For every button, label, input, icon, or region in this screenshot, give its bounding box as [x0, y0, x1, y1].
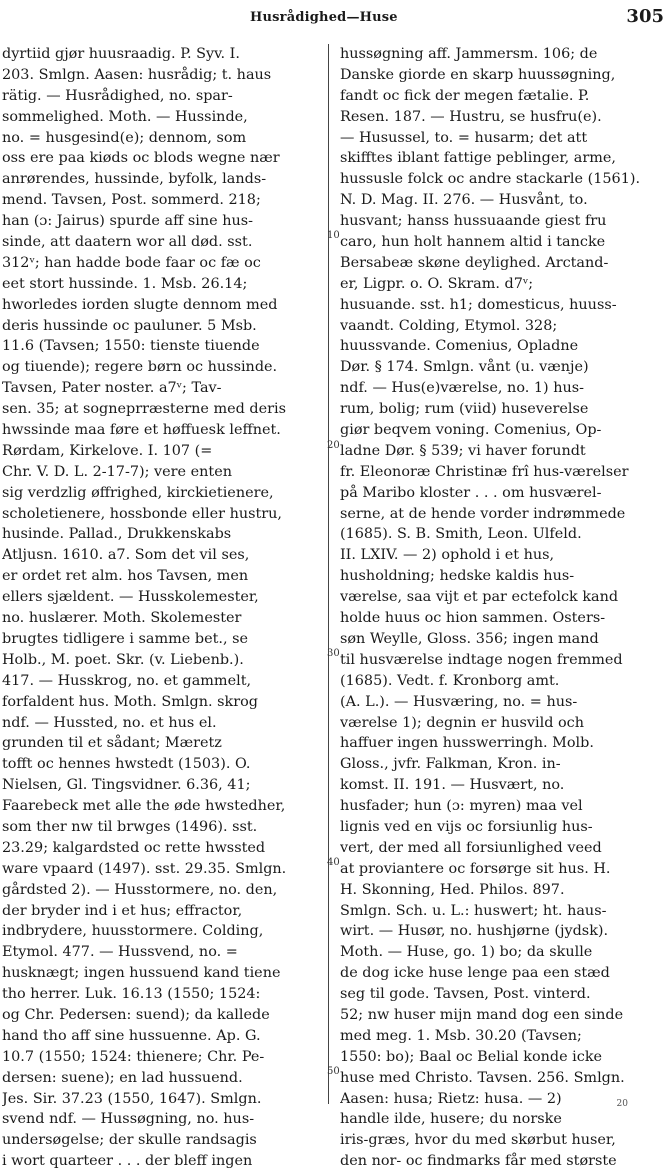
right-column-line: II. LXIV. — 2) ophold i et hus,	[340, 547, 555, 564]
left-column-line: no. huslærer. Moth. Skolemester	[2, 610, 242, 627]
line-number-30: 30	[327, 648, 340, 659]
left-column-line: 11.6 (Tavsen; 1550: tienste tiuende	[2, 338, 260, 355]
right-column-line: vaandt. Colding, Etymol. 328;	[340, 317, 558, 334]
line-number-50: 50	[327, 1066, 340, 1077]
right-column-line: er, Ligpr. o. O. Skram. d7ᵛ;	[340, 275, 534, 292]
right-column-line: (1685). S. B. Smith, Leon. Ulfeld.	[340, 526, 582, 543]
right-column-line: handle ilde, husere; du norske	[340, 1111, 562, 1128]
right-column-line: Smlgn. Sch. u. L.: huswert; ht. haus-	[340, 902, 607, 919]
right-column-line: H. Skonning, Hed. Philos. 897.	[340, 881, 565, 898]
right-column-line: skifftes iblant fattige peblinger, arme,	[340, 150, 616, 167]
right-column-line: værelse 1); degnin er husvild och	[340, 714, 584, 731]
right-column-line: den nor- oc findmarks får med største	[340, 1153, 617, 1170]
left-column-line: Faarebeck met alle the øde hwstedher,	[2, 798, 286, 815]
left-column-line: Chr. V. D. L. 2-17-7); vere enten	[2, 463, 232, 480]
right-column-line: wirt. — Husør, no. hushjørne (jydsk).	[340, 923, 609, 940]
left-column-line: tofft oc hennes hwstedt (1503). O.	[2, 756, 251, 773]
right-column-line: N. D. Mag. II. 276. — Husvånt, to.	[340, 192, 588, 209]
right-column-line: haffuer ingen husswerringh. Molb.	[340, 735, 594, 752]
right-column-line: — Husussel, to. = husarm; det att	[340, 129, 588, 146]
right-column-line: husuande. sst. h1; domesticus, huuss-	[340, 296, 617, 313]
left-column-line: rätig. — Husrådighed, no. spar-	[2, 87, 233, 104]
left-column-line: og tiuende); regere børn oc hussinde.	[2, 359, 278, 376]
left-column-line: brugtes tidligere i samme bet., se	[2, 630, 248, 647]
page-number: 305	[626, 6, 664, 27]
right-column-line: på Maribo kloster . . . om husværel-	[340, 484, 602, 501]
right-column-line: serne, at de hende vorder indrømmede	[340, 505, 626, 522]
left-column-line: scholetienere, hossbonde eller hustru,	[2, 505, 282, 522]
right-column-line: Resen. 187. — Hustru, se husfru(e).	[340, 108, 602, 125]
left-column-line: som ther nw til brwges (1496). sst.	[2, 818, 258, 835]
right-column-line: hussusle folck oc andre stackarle (1561).	[340, 171, 641, 188]
right-column-line: at proviantere oc forsørge sit hus. H.	[340, 860, 611, 877]
left-column-line: oss ere paa kiøds oc blods wegne nær	[2, 150, 280, 167]
left-column-line: anrørendes, hussinde, byfolk, lands-	[2, 171, 267, 188]
left-column-line: der bryder ind i et hus; effractor,	[2, 902, 243, 919]
page-header	[0, 4, 668, 38]
left-column-line: Holb., M. poet. Skr. (v. Liebenb.).	[2, 651, 244, 668]
line-number-20: 20	[327, 440, 340, 451]
left-column-line: deris hussinde oc pauluner. 5 Msb.	[2, 317, 257, 334]
left-column-line: Nielsen, Gl. Tingsvidner. 6.36, 41;	[2, 777, 251, 794]
left-column-line: 203. Smlgn. Aasen: husrådig; t. haus	[2, 66, 272, 83]
right-column-line: værelse, saa vijt et par ectefolck kand	[340, 589, 619, 606]
right-column-line: 52; nw huser mijn mand dog een sinde	[340, 1006, 624, 1023]
right-column-line: ndf. — Hus(e)værelse, no. 1) hus-	[340, 380, 585, 397]
left-column-line: hand tho aff sine hussuenne. Ap. G.	[2, 1027, 261, 1044]
right-column-line: husvant; hanss hussuaande giest fru	[340, 213, 607, 230]
left-column-line: indbrydere, huusstormere. Colding,	[2, 923, 264, 940]
right-column-line: lignis ved en vijs oc forsiunlig hus-	[340, 818, 593, 835]
left-column-line: eet stort hussinde. 1. Msb. 26.14;	[2, 275, 248, 292]
left-column	[2, 44, 320, 1172]
left-column-line: no. = husgesind(e); dennom, som	[2, 129, 247, 146]
column-divider	[328, 44, 329, 1104]
left-column-line: ndf. — Hussted, no. et hus el.	[2, 714, 217, 731]
right-column-line: søn Weylle, Gloss. 356; ingen mand	[340, 630, 599, 647]
left-column-line: gårdsted 2). — Husstormere, no. den,	[2, 881, 278, 898]
right-column-line: Bersabeæ skøne deylighed. Arctand-	[340, 254, 609, 271]
left-column-line: 10.7 (1550; 1524: thienere; Chr. Pe-	[2, 1048, 265, 1065]
right-column-line: med meg. 1. Msb. 30.20 (Tavsen;	[340, 1027, 582, 1044]
left-column-line: Etymol. 477. — Hussvend, no. =	[2, 944, 238, 961]
right-column-line: huse med Christo. Tavsen. 256. Smlgn.	[340, 1069, 625, 1086]
left-column-line: Atljusn. 1610. a7. Som det vil ses,	[2, 547, 250, 564]
right-column-line: husfader; hun (ɔ: myren) maa vel	[340, 798, 583, 815]
left-column-line: grunden til et sådant; Mæretz	[2, 735, 222, 752]
left-column-line: hwssinde maa føre et høffuesk leffnet.	[2, 422, 281, 439]
left-column-line: og Chr. Pedersen: suend); da kallede	[2, 1006, 270, 1023]
right-column-line: Aasen: husa; Rietz: husa. — 2)	[340, 1090, 562, 1107]
right-column-line: Gloss., jvfr. Falkman, Kron. in-	[340, 756, 561, 773]
left-column-line: husinde. Pallad., Drukkenskabs	[2, 526, 232, 543]
left-column-line: sen. 35; at sogneprræsterne med deris	[2, 401, 286, 418]
right-column-line: ladne Dør. § 539; vi haver forundt	[340, 442, 586, 459]
right-column	[340, 44, 666, 1172]
left-column-line: Rørdam, Kirkelove. I. 107 (=	[2, 442, 213, 459]
left-column-line: svend ndf. — Hussøgning, no. hus-	[2, 1111, 255, 1128]
right-column-line: fandt oc fick der megen fætalie. P.	[340, 87, 590, 104]
footer-mark: 20	[616, 1099, 628, 1109]
right-column-line: huussvande. Comenius, Opladne	[340, 338, 579, 355]
right-column-line: iris-græs, hvor du med skørbut huser,	[340, 1132, 616, 1149]
left-column-line: 23.29; kalgardsted oc rette hwssted	[2, 839, 266, 856]
left-column-line: sig verdzlig øffrighed, kirckietienere,	[2, 484, 274, 501]
right-column-line: Moth. — Huse, go. 1) bo; da skulle	[340, 944, 593, 961]
left-column-line: Jes. Sir. 37.23 (1550, 1647). Smlgn.	[2, 1090, 262, 1107]
left-column-line: ware vpaard (1497). sst. 29.35. Smlgn.	[2, 860, 287, 877]
right-column-line: Danske giorde en skarp huussøgning,	[340, 66, 616, 83]
right-column-line: Dør. § 174. Smlgn. vånt (u. vænje)	[340, 359, 589, 376]
right-column-line: hussøgning aff. Jammersm. 106; de	[340, 46, 598, 62]
left-column-line: i wort quarteer . . . der bleff ingen	[2, 1153, 253, 1170]
right-column-line: holde huus oc hion sammen. Osters-	[340, 610, 606, 627]
line-number-10: 10	[327, 230, 340, 241]
right-column-line: (A. L.). — Husværing, no. = hus-	[340, 693, 578, 710]
left-column-line: undersøgelse; der skulle randsagis	[2, 1132, 257, 1149]
left-column-line: dyrtiid gjør huusraadig. P. Syv. I.	[2, 46, 240, 62]
left-column-line: 417. — Husskrog, no. et gammelt,	[2, 672, 252, 689]
left-column-line: sommelighed. Moth. — Hussinde,	[2, 108, 248, 125]
left-column-line: hworledes iorden slugte dennom med	[2, 296, 278, 313]
right-column-line: til husværelse indtage nogen fremmed	[340, 651, 623, 668]
left-column-line: 312ᵛ; han hadde bode faar oc fæ oc	[2, 254, 261, 271]
right-column-line: de dog icke huse lenge paa een stæd	[340, 965, 610, 982]
left-column-line: sinde, att daatern wor all død. sst.	[2, 234, 253, 251]
left-column-line: han (ɔ: Jairus) spurde aff sine hus-	[2, 213, 254, 230]
right-column-line: komst. II. 191. — Husvært, no.	[340, 777, 565, 794]
left-column-line: tho herrer. Luk. 16.13 (1550; 1524:	[2, 986, 261, 1003]
right-column-line: seg til gode. Tavsen, Post. vinterd.	[340, 986, 591, 1003]
right-column-line: 1550: bo); Baal oc Belial konde icke	[340, 1048, 603, 1065]
left-column-line: Tavsen, Pater noster. a7ᵛ; Tav-	[2, 380, 222, 397]
right-column-line: husholdning; hedske kaldis hus-	[340, 568, 575, 585]
right-column-line: rum, bolig; rum (viid) huseverelse	[340, 401, 589, 418]
right-column-line: caro, hun holt hannem altid i tancke	[340, 234, 606, 251]
right-column-line: giør beqvem voning. Comenius, Op-	[340, 422, 602, 439]
line-number-40: 40	[327, 857, 340, 868]
left-column-line: forfaldent hus. Moth. Smlgn. skrog	[2, 693, 258, 710]
left-column-line: dersen: suene); en lad hussuend.	[2, 1069, 243, 1086]
right-column-line: vert, der med all forsiunlighed veed	[340, 839, 602, 856]
left-column-line: er ordet ret alm. hos Tavsen, men	[2, 568, 249, 585]
left-column-line: mend. Tavsen, Post. sommerd. 218;	[2, 192, 261, 209]
right-column-line: (1685). Vedt. f. Kronborg amt.	[340, 672, 560, 689]
left-column-line: husknægt; ingen hussuend kand tiene	[2, 965, 281, 982]
left-column-line: ellers sjældent. — Husskolemester,	[2, 589, 259, 606]
right-column-line: fr. Eleonoræ Christinæ frî hus-værelser	[340, 463, 629, 480]
running-head: Husrådighed—Huse	[250, 10, 398, 25]
